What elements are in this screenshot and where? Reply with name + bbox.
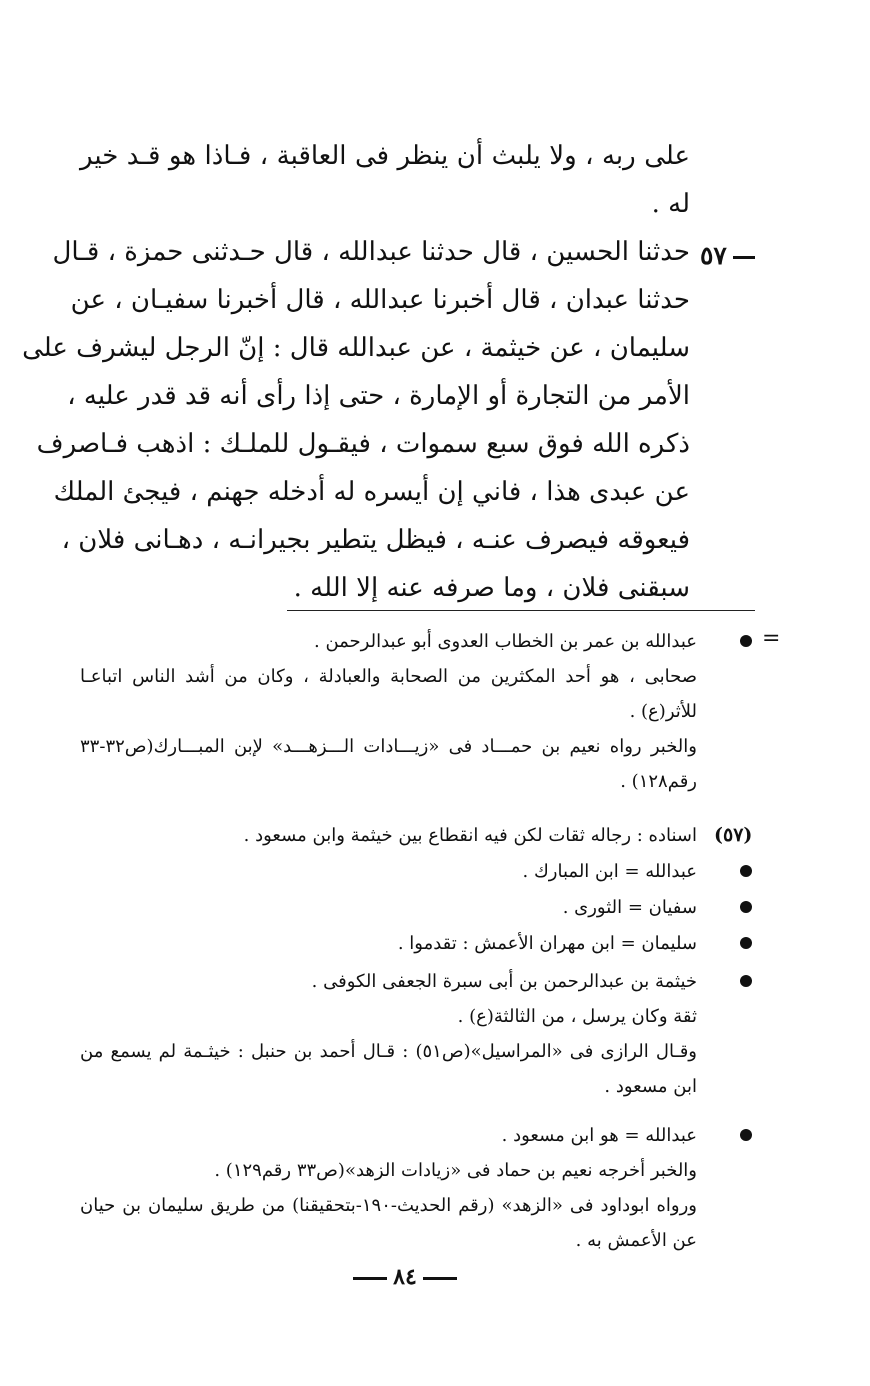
entry-number-label: ٥٧ — [700, 241, 727, 270]
narrator-note — [80, 926, 697, 961]
footnote-line: والخبر رواه نعيم بن حمـــاد فى «زيـــادات الـــزهـــد» لإبن المبـــارك(ص٣٢-٣٣ — [80, 736, 697, 757]
isnad-note — [80, 818, 697, 853]
page-number — [340, 1262, 470, 1292]
footnote-line: صحابى ، هو أحد المكثرين من الصحابة والعبادلة ، وكان من أشد الناس اتباعـا — [80, 666, 697, 687]
main-line: على ربه ، ولا يلبث أن ينظر فى العاقبة ، فـاذا هو قـد خير — [80, 141, 690, 171]
entry-dash — [733, 256, 755, 259]
main-line: سليمان ، عن خيثمة ، عن عبدالله قال : إنّ الرجل ليشرف على — [22, 333, 690, 363]
narrator-note — [80, 964, 697, 1104]
footnote-line: ابن مسعود . — [604, 1076, 697, 1097]
page-number-dash — [423, 1277, 457, 1280]
main-line: الأمر من التجارة أو الإمارة ، حتى إذا رأى أنه قد قدر عليه ، — [67, 381, 690, 411]
footnote-57-label: (٥٧) — [714, 824, 753, 846]
main-line: له . — [651, 189, 690, 219]
narrator-note — [80, 890, 697, 925]
main-text — [22, 132, 690, 612]
continuation-mark: = — [762, 626, 781, 651]
footnote-line: عبدالله = هو ابن مسعود . — [501, 1125, 697, 1146]
bullet-icon — [740, 937, 752, 949]
main-line: سبقنى فلان ، وما صرفه عنه إلا الله . — [293, 573, 690, 603]
main-line: عن عبدى هذا ، فاني إن أيسره له أدخله جهنم ، فيجئ الملك — [53, 477, 690, 507]
bullet-icon — [740, 635, 752, 647]
bullet-icon — [740, 865, 752, 877]
page-number-dash — [353, 1277, 387, 1280]
narrator-note — [80, 854, 697, 889]
bullet-icon — [740, 975, 752, 987]
page-number-label: ٨٤ — [393, 1264, 417, 1290]
footnote-line: عن الأعمش به . — [575, 1230, 697, 1251]
footnote-line: ورواه ابوداود فى «الزهد» (رقم الحديث-١٩٠-بتحقيقنا) من طريق سليمان بن حيان — [80, 1195, 698, 1216]
footnote-line: للأثر(ع) . — [629, 701, 697, 722]
main-line: ذكره الله فوق سبع سموات ، فيقـول للملـك : اذهب فـاصرف — [36, 429, 690, 459]
footnote-line: عبدالله = ابن المبارك . — [522, 861, 697, 882]
footnote-divider — [287, 610, 755, 611]
footnote-line: سفيان = الثورى . — [562, 897, 697, 918]
bullet-icon — [740, 901, 752, 913]
footnote-line: خيثمة بن عبدالرحمن بن أبى سبرة الجعفى الكوفى . — [311, 971, 697, 992]
main-line: حدثنا عبدان ، قال أخبرنا عبدالله ، قال أخبرنا سفيـان ، عن — [70, 285, 690, 315]
main-line: حدثنا الحسين ، قال حدثنا عبدالله ، قال حـدثنى حمزة ، قـال — [52, 237, 690, 267]
footnote-block-1 — [80, 624, 697, 799]
footnote-line: رقم١٢٨) . — [620, 771, 697, 792]
footnote-line: سليمان = ابن مهران الأعمش : تقدموا . — [397, 933, 697, 954]
footnote-line: اسناده : رجاله ثقات لكن فيه انقطاع بين خيثمة وابن مسعود . — [243, 825, 697, 846]
footnote-line: وقـال الرازى فى «المراسيل»(ص٥١) : قـال أحمد بن حنبل : خيثـمة لم يسمع من — [80, 1041, 698, 1062]
entry-number — [700, 232, 760, 280]
footnote-line: والخبر أخرجه نعيم بن حماد فى «زيادات الزهد»(ص٣٣ رقم١٢٩) . — [214, 1160, 697, 1181]
footnote-line: عبدالله بن عمر بن الخطاب العدوى أبو عبدالرحمن . — [314, 631, 697, 652]
bullet-icon — [740, 1129, 752, 1141]
footnote-line: ثقة وكان يرسل ، من الثالثة(ع) . — [457, 1006, 697, 1027]
narrator-note — [80, 1118, 697, 1258]
main-line: فيعوقه فيصرف عنـه ، فيظل يتطير بجيرانـه ، دهـانى فلان ، — [61, 525, 690, 555]
